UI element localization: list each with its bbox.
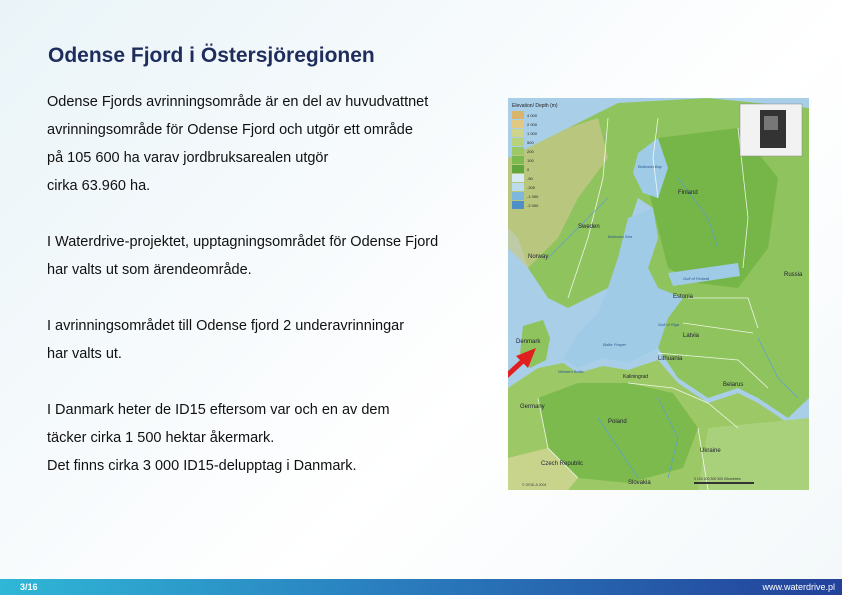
footer-bar xyxy=(0,579,842,595)
text-line: cirka 63.960 ha. xyxy=(47,178,151,194)
label-sweden: Sweden xyxy=(578,224,600,230)
text-line: på 105 600 ha varav jordbruksarealen utgör xyxy=(47,150,329,166)
map-scale-label: 0 100 200 300 500 Kilometres xyxy=(694,477,741,481)
label-poland: Poland xyxy=(608,419,627,425)
legend-swatch xyxy=(512,120,524,128)
legend-value: 100 xyxy=(527,158,534,163)
map-copyright: © GRID-A 2004 xyxy=(522,483,547,487)
text-line: har valts ut. xyxy=(47,346,122,362)
legend-value: 200 xyxy=(527,149,534,154)
text-line: avrinningsområde för Odense Fjord och utgör ett område xyxy=(47,122,413,138)
label-finland: Finland xyxy=(678,190,698,196)
label-ukraine: Ukraine xyxy=(700,448,721,454)
label-western-baltic: Western Baltic xyxy=(558,369,584,374)
legend-value: 0 xyxy=(527,167,530,172)
legend-swatch xyxy=(512,165,524,173)
paragraph-4 xyxy=(47,396,467,480)
label-gulf-of-riga: Gulf of Riga xyxy=(658,322,680,327)
legend-swatch xyxy=(512,111,524,119)
map-scale-bar xyxy=(694,482,754,484)
legend-swatch xyxy=(512,129,524,137)
text-line: I avrinningsområdet till Odense fjord 2 underavrinningar xyxy=(47,318,405,334)
legend-value: 2 000 xyxy=(527,122,538,127)
label-gulf-of-finland: Gulf of Finland xyxy=(683,276,710,281)
label-latvia: Latvia xyxy=(683,333,700,339)
label-lithuania: Lithuania xyxy=(658,356,683,362)
body-text xyxy=(47,88,467,508)
legend-swatch xyxy=(512,138,524,146)
legend-swatch xyxy=(512,147,524,155)
legend-value: 1 000 xyxy=(527,131,538,136)
label-czech-republic: Czech Republic xyxy=(541,461,584,467)
legend-title: Elevation/ Depth (m) xyxy=(512,103,558,109)
label-germany: Germany xyxy=(520,404,545,410)
legend-value: -2 000 xyxy=(527,203,539,208)
legend-value: -1 000 xyxy=(527,194,539,199)
label-denmark: Denmark xyxy=(516,339,541,345)
paragraph-1 xyxy=(47,88,467,200)
legend-swatch xyxy=(512,192,524,200)
label-bothnian-bay: Bothnian Bay xyxy=(638,164,662,169)
map-svg xyxy=(508,98,809,490)
label-belarus: Belarus xyxy=(723,382,744,388)
text-line: I Waterdrive-projektet, upptagningsområdet för Odense Fjord xyxy=(47,234,439,250)
legend-value: -50 xyxy=(527,176,533,181)
legend-swatch xyxy=(512,156,524,164)
paragraph-3 xyxy=(47,312,467,368)
legend-swatch xyxy=(512,183,524,191)
label-slovakia: Slovakia xyxy=(628,480,651,486)
inset-region xyxy=(764,116,778,130)
label-estonia: Estonia xyxy=(673,294,694,300)
text-line: I Danmark heter de ID15 eftersom var och en av dem xyxy=(47,402,390,418)
page-number: 3/16 xyxy=(20,582,38,592)
legend-value: 500 xyxy=(527,140,534,145)
text-line: täcker cirka 1 500 hektar åkermark. xyxy=(47,430,275,446)
legend-swatch xyxy=(512,201,524,209)
website-link[interactable]: www.waterdrive.pl xyxy=(762,582,835,592)
text-line: har valts ut som ärendeområde. xyxy=(47,262,252,278)
label-kaliningrad: Kaliningrad xyxy=(623,374,649,380)
label-bothnian-sea: Bothnian Sea xyxy=(608,234,633,239)
legend-value: -200 xyxy=(527,185,536,190)
legend-swatch xyxy=(512,174,524,182)
baltic-region-map xyxy=(508,98,809,490)
slide-title: Odense Fjord i Östersjöregionen xyxy=(48,44,375,67)
label-norway: Norway xyxy=(528,254,549,260)
text-line: Odense Fjords avrinningsområde är en del av huvudvattnet xyxy=(47,94,429,110)
label-russia: Russia xyxy=(784,272,803,278)
label-baltic-proper: Baltic Proper xyxy=(603,342,626,347)
legend-value: 4 000 xyxy=(527,113,538,118)
text-line: Det finns cirka 3 000 ID15-delupptag i Danmark. xyxy=(47,458,357,474)
paragraph-2 xyxy=(47,228,467,284)
